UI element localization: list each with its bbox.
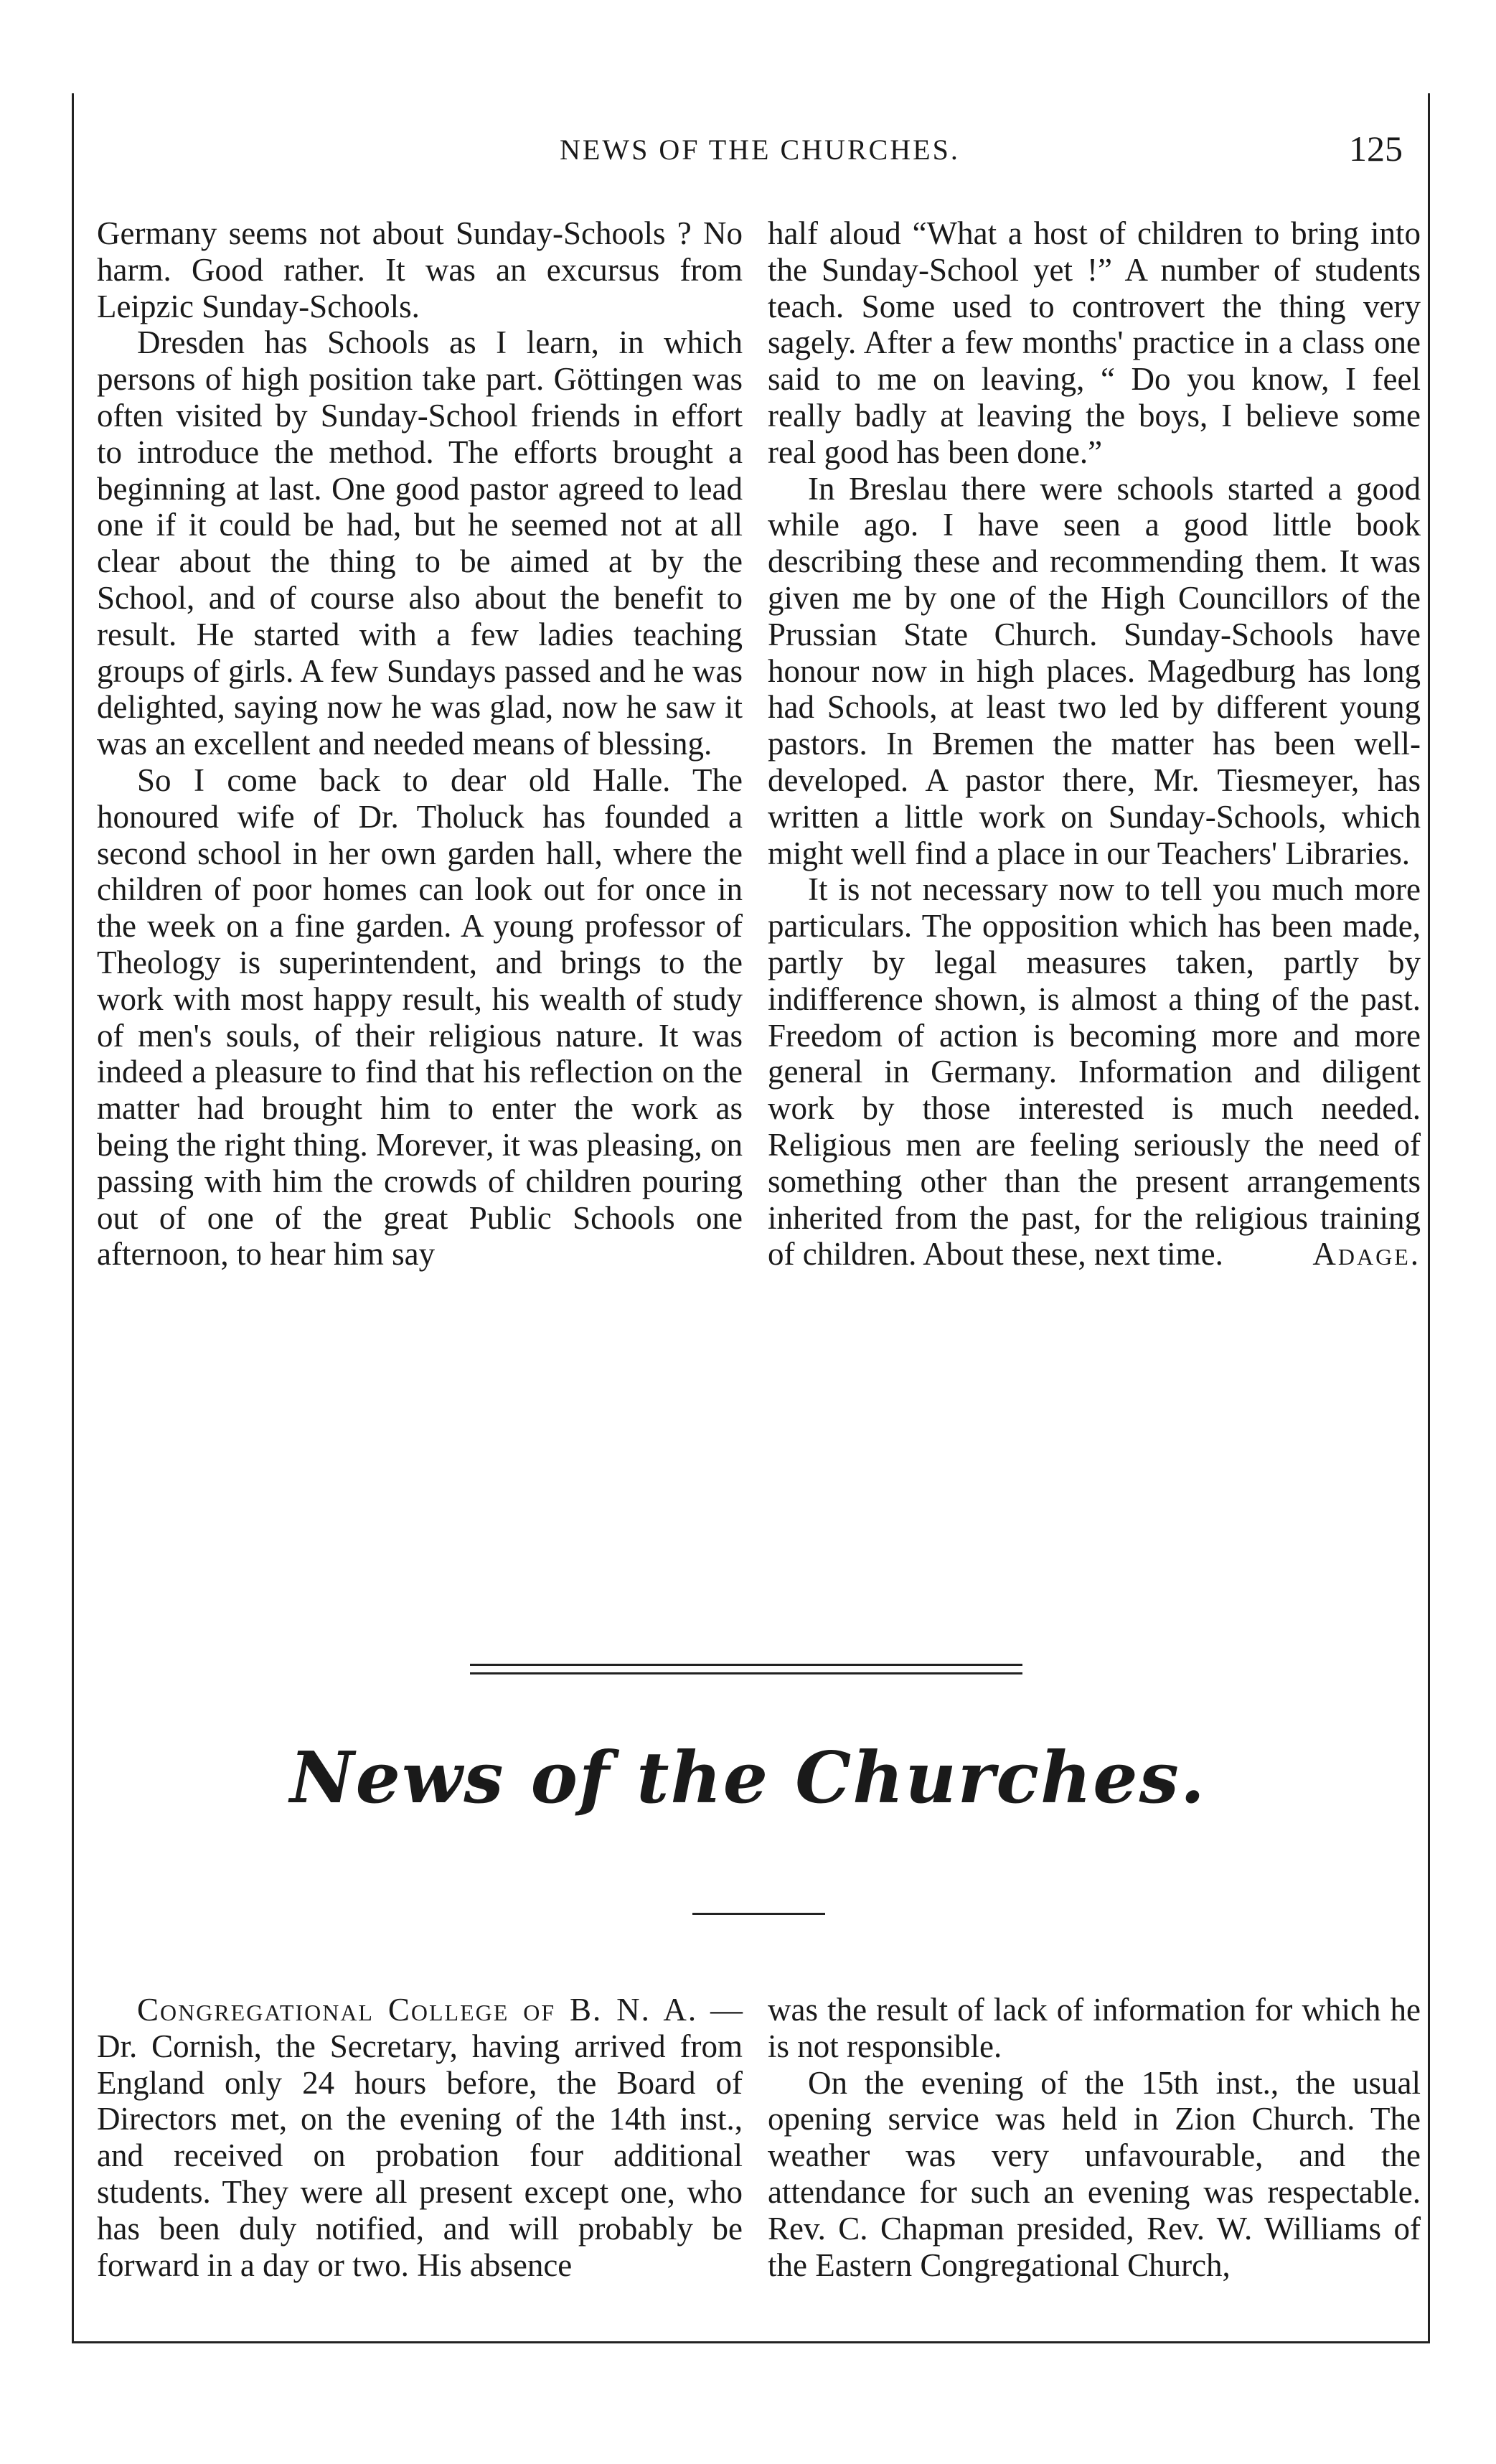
article-paragraph-1: Germany seems not about Sunday-Schools ? No harm. Good rather. It was an excursus from Leipzic Sunday-Schools.: [97, 215, 743, 324]
section-title: News of the Churches.: [290, 1737, 1206, 1819]
article-column-right: [768, 215, 1421, 1273]
news-lead-heading: Congregational College of B. N. A.: [137, 1992, 698, 2028]
article-paragraph-6: [768, 871, 1421, 1273]
news-paragraph-1-text: —Dr. Cornish, the Secretary, having arrived from England only 24 hours before, the Board of Directors met, on the evening of the 14th inst., and received on probation four additional students. They were all present except one, who has been duly notified, and will probably be forward in a day or two. His absence: [97, 1992, 743, 2283]
article-paragraph-6-text: It is not necessary now to tell you much more particulars. The opposition which has been made, partly by legal measures taken, partly by indifference shown, is almost a thing of the past. Freedom of action is becoming more and more general in Germany. Information and diligent work by those interested is much needed. Religious men are feeling seriously the need of something other than the present arrangements inherited from the past, for the religious training of children. About these, next time.: [768, 871, 1421, 1273]
page-number: 125: [1349, 128, 1403, 169]
article-paragraph-2: Dresden has Schools as I learn, in which persons of high position take part. Göttingen was often visited by Sunday-School friends in effort to introduce the method. The efforts brought a beginning at last. One good pastor agreed to lead one if it could be had, but he seemed not at all clear about the thing to be aimed at by the School, and of course also about the benefit to result. He started with a few ladies teaching groups of girls. A few Sundays passed and he was delighted, saying now he was glad, now he saw it was an excellent and needed means of blessing.: [97, 324, 743, 762]
news-paragraph-3: On the evening of the 15th inst., the usual opening service was held in Zion Church. The weather was very unfavourable, and the attendance for such an evening was respectable. Rev. C. Chapman presided, Rev. W. Williams of the Eastern Congregational Church,: [768, 2064, 1421, 2283]
news-column-right: [768, 1992, 1421, 2283]
section-divider-bottom: [470, 1672, 1022, 1674]
title-underline: [692, 1913, 825, 1915]
article-column-left: [97, 215, 743, 1273]
news-paragraph-1: [97, 1992, 743, 2283]
news-column-left: [97, 1992, 743, 2283]
left-border-rule: [72, 93, 74, 2343]
bottom-border-rule: [72, 2341, 1430, 2343]
author-signature: Adage.: [1312, 1236, 1421, 1273]
running-title: NEWS OF THE CHURCHES.: [560, 133, 960, 166]
article-paragraph-3: So I come back to dear old Halle. The honoured wife of Dr. Tholuck has founded a second school in her own garden hall, where the children of poor homes can look out for once in the week on a fine garden. A young professor of Theology is superintendent, and brings to the work with most happy result, his wealth of study of men's souls, of their religious nature. It was indeed a pleasure to find that his reflection on the matter had brought him to enter the work as being the right thing. Morever, it was pleasing, on passing with him the crowds of children pouring out of one of the great Public Schools one afternoon, to hear him say: [97, 762, 743, 1273]
section-divider-top: [470, 1664, 1022, 1666]
article-paragraph-5: In Breslau there were schools started a good while ago. I have seen a good little book describing these and recommending them. It was given me by one of the High Councillors of the Prussian State Church. Sunday-Schools have honour now in high places. Magedburg has long had Schools, at least two led by different young pastors. In Bremen the matter has been well-developed. A pastor there, Mr. Tiesmeyer, has written a little work on Sunday-Schools, which might well find a place in our Teachers' Libraries.: [768, 470, 1421, 871]
article-paragraph-4: half aloud “What a host of children to bring into the Sunday-School yet !” A number of students teach. Some used to controvert the thing very sagely. After a few months' practice in a class one said to me on leaving, “ Do you know, I feel really badly at leaving the boys, I believe some real good has been done.”: [768, 215, 1421, 470]
news-paragraph-2: was the result of lack of information for which he is not responsible.: [768, 1992, 1421, 2064]
right-border-rule: [1428, 93, 1430, 2343]
